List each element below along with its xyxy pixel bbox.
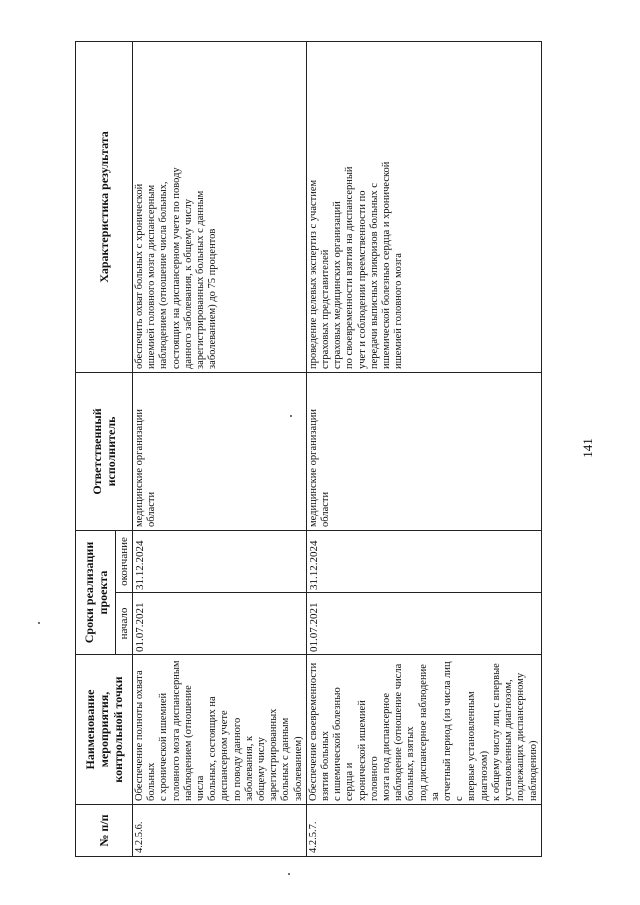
row-name-line: наблюдением (отношение числа [182, 685, 207, 801]
header-num: № п/п [76, 805, 133, 857]
row-executor: медицинские организации области [306, 372, 541, 530]
row-name-line: под диспансерное наблюдение за [417, 664, 441, 801]
row-start-date: 01.07.2021 [306, 593, 541, 655]
row-name [133, 655, 307, 805]
row-result-line: данного заболевания, к общему числу [182, 198, 194, 369]
header-terms: Сроки реализации проекта [76, 530, 116, 654]
row-result-line: ишемической болезнью сердца и хронической [381, 161, 393, 369]
row-name-line: установленным диагнозом, [503, 679, 515, 801]
row-name-line: Обеспечение полноты охвата [134, 670, 145, 801]
row-name-line: наблюдению) [527, 740, 539, 801]
row-name-line: больных, состоящих на [207, 696, 219, 801]
row-end-date: 31.12.2024 [306, 530, 541, 592]
header-executor: Ответственный исполнитель [76, 372, 133, 530]
row-name-line: больных, взятых [405, 726, 417, 801]
row-name-line: мозга под диспансерное [381, 692, 393, 801]
row-name-line: впервые установленным [466, 691, 478, 801]
row-result-line: по своевременности взятия на диспансерный [344, 166, 356, 369]
row-result [306, 41, 541, 372]
row-name-line: больных [146, 762, 158, 801]
row-name-line: хронической ишемией головного [356, 700, 380, 801]
row-result-line: состоящих на диспансерном учете по поводу [170, 167, 182, 369]
row-name [306, 655, 541, 805]
row-end-date: 31.12.2024 [133, 530, 307, 592]
row-name-line: головного мозга диспансерным [170, 660, 182, 801]
events-table [75, 41, 542, 857]
row-result-line: заболеванием) до 75 процентов [207, 228, 219, 369]
header-row [76, 41, 116, 856]
row-name-line: с хронической ишемией [158, 692, 170, 801]
row-name-line: к общему числу лиц с впервые [490, 663, 502, 801]
table-row-2 [306, 41, 541, 856]
row-result-line: страховых представителей [320, 249, 332, 369]
row-name-line: взятия больных [320, 730, 332, 801]
row-num: 4.2.5.6. [133, 805, 307, 857]
scan-speck [38, 622, 40, 624]
row-name-line: подлежащих диспансерному [515, 672, 527, 801]
page-number: 141 [580, 438, 595, 458]
header-name: Наименование мероприятия, контрольной точки [76, 655, 133, 805]
row-result-line: передачи выписных эпикризов больных с [368, 183, 380, 369]
row-name-line: наблюдение (отношение числа [393, 663, 405, 801]
row-result-line: страховых медицинских организаций [332, 201, 344, 369]
row-result-line: учет и соблюдении преемственности по [356, 190, 368, 369]
row-result-line: зарегистрированных больных с данным [195, 190, 207, 369]
row-executor: медицинские организации области [133, 372, 307, 530]
row-start-date: 01.07.2021 [133, 593, 307, 655]
row-name-line: по поводу данного заболевания, к [231, 717, 255, 801]
scan-speck [288, 873, 290, 875]
row-num: 4.2.5.7. [306, 805, 541, 857]
scan-speck [290, 415, 292, 417]
row-name-line: диспансерном учете [219, 710, 231, 801]
row-name-line: больных с данным заболеванием) [280, 717, 304, 801]
row-name-line: с ишемической болезнью сердца и [332, 687, 356, 801]
row-name-line: общему числу зарегистрированных [256, 708, 280, 801]
table-row-1 [133, 41, 307, 856]
row-result-line: ишемией головного мозга диспансерным [146, 184, 158, 369]
rotated-table-container [75, 42, 539, 857]
header-result: Характеристика результата [76, 41, 133, 372]
row-result-line: ишемией головного мозга [393, 253, 405, 369]
row-name-line: отчетный период (из числа лиц с [442, 661, 466, 801]
row-result-line: обеспечить охват больных с хронической [134, 183, 145, 369]
row-result-line: проведение целевых экспертиз с участием [307, 179, 319, 369]
header-start: начало [116, 593, 133, 655]
row-result [133, 41, 307, 372]
row-name-line: Обеспечение своевременности [307, 662, 319, 801]
row-result-line: наблюдением (отношение числа больных, [158, 181, 170, 369]
row-name-line: диагнозом) [478, 750, 490, 801]
header-end: окончание [116, 530, 133, 592]
